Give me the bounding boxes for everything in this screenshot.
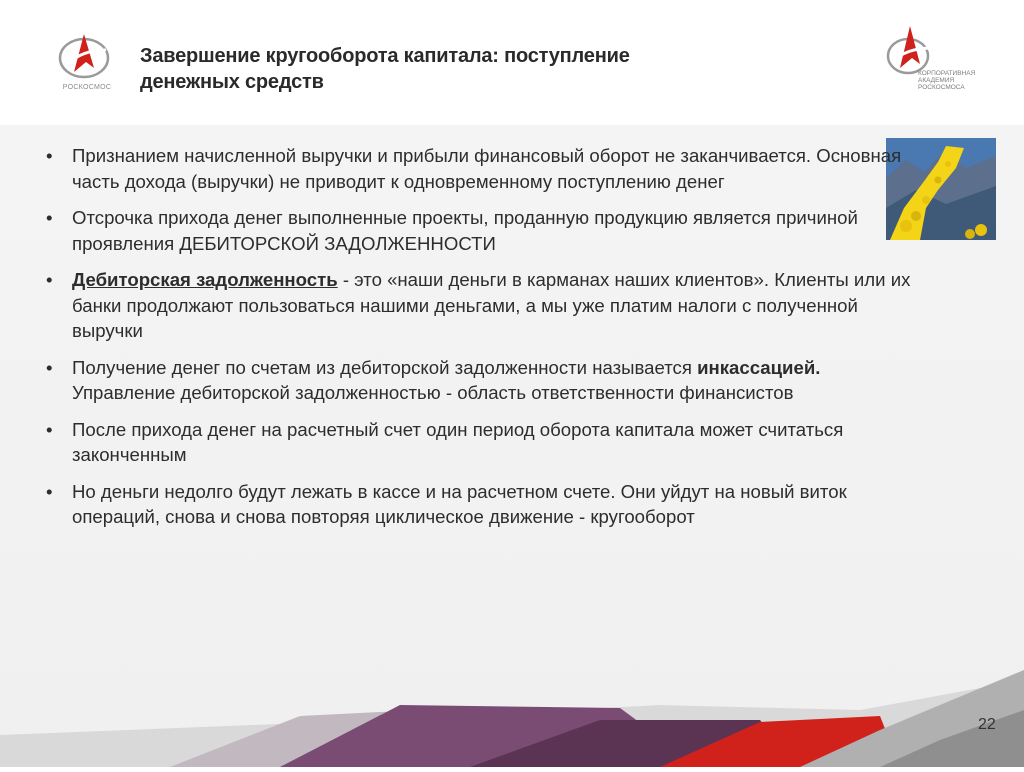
bullet-list bbox=[40, 143, 920, 541]
bullet-item: • Получение денег по счетам из дебиторской задолженности называется инкассацией. Управление дебиторской задолженностью - область ответственности финансистов bbox=[40, 355, 920, 406]
decorative-footer bbox=[0, 650, 1024, 767]
roscosmos-logo bbox=[48, 28, 124, 100]
term-receivables: Дебиторская задолженность bbox=[72, 269, 338, 290]
footer-shapes bbox=[0, 650, 1024, 767]
term-collection: инкассацией. bbox=[697, 356, 821, 378]
academy-logo bbox=[880, 22, 990, 102]
bullet-item: • Отсрочка прихода денег выполненные проекты, проданную продукцию является причиной проявления ДЕБИТОРСКОЙ ЗАДОЛЖЕННОСТИ bbox=[40, 205, 920, 256]
bullet-item: • Дебиторская задолженность - это «наши деньги в карманах наших клиентов». Клиенты или их банки продолжают пользоваться нашими деньгами, а мы уже платим налоги с полученной выручки bbox=[40, 267, 920, 344]
page-title bbox=[140, 43, 840, 95]
roscosmos-logo-text: РОСКОСМОС bbox=[62, 84, 112, 91]
bullet-item: • Но деньги недолго будут лежать в кассе и на расчетном счете. Они уйдут на новый виток операций, снова и снова повторяя циклическое движение - кругооборот bbox=[40, 479, 920, 530]
bullet-item: • После прихода денег на расчетный счет один период оборота капитала может считаться законченным bbox=[40, 417, 920, 468]
page-number: 22 bbox=[978, 716, 996, 733]
academy-logo-text: КОРПОРАТИВНАЯ АКАДЕМИЯ РОСКОСМОСА bbox=[918, 70, 976, 91]
title-line-1: Завершение кругооборота капитала: поступление bbox=[140, 45, 630, 67]
bullet-item: • Признанием начисленной выручки и прибыли финансовый оборот не заканчивается. Основная часть дохода (выручки) не приводит к одновременному поступлению денег bbox=[40, 143, 920, 194]
title-line-2: денежных средств bbox=[140, 71, 324, 93]
roscosmos-emblem-icon bbox=[48, 28, 124, 86]
slide-header bbox=[0, 0, 1024, 125]
